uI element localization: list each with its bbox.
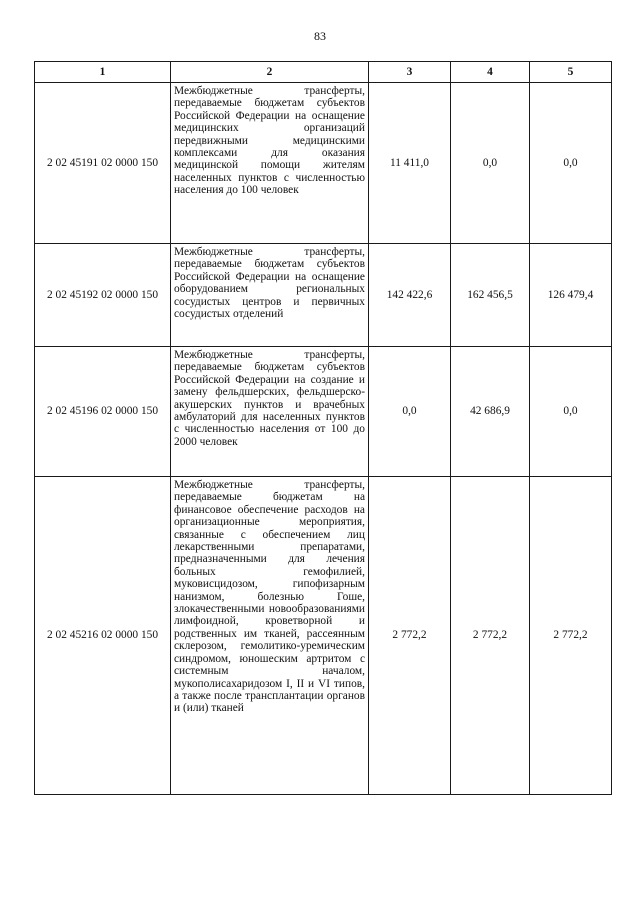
row-col3: 2 772,2: [369, 477, 451, 795]
row-code: 2 02 45196 02 0000 150: [35, 347, 171, 477]
table-row: [35, 244, 612, 347]
table-row: [35, 347, 612, 477]
row-col3: 11 411,0: [369, 83, 451, 244]
row-col4: 0,0: [451, 83, 530, 244]
table-row: [35, 477, 612, 795]
header-col-3: 3: [369, 62, 451, 83]
header-col-1: 1: [35, 62, 171, 83]
row-code: 2 02 45216 02 0000 150: [35, 477, 171, 795]
budget-table: [34, 61, 612, 795]
row-description: Межбюджетные трансферты, передаваемые бюджетам субъектов Российской Федерации на оснащение оборудованием региональных сосудистых центров и первичных сосудистых отделений: [171, 244, 369, 347]
page-number: 83: [314, 29, 326, 43]
row-col5: 126 479,4: [530, 244, 612, 347]
header-col-5: 5: [530, 62, 612, 83]
row-col5: 0,0: [530, 347, 612, 477]
header-row: [35, 62, 612, 83]
row-description: Межбюджетные трансферты, передаваемые бюджетам на финансовое обеспечение расходов на организационные мероприятия, связанные с обеспечением лиц лекарственными препаратами, предназначенными для лечения больных гемофилией, муковисцидозом, гипофизарным нанизмом, болезнью Гоше, злокачественными новообразованиями лимфоидной, кроветворной и родственных им тканей, рассеянным склерозом, гемолитико-уремическим синдромом, юношеским артритом с системным началом, мукополисахаридозом I, II и VI типов, а также после трансплантации органов и (или) тканей: [171, 477, 369, 795]
row-code: 2 02 45192 02 0000 150: [35, 244, 171, 347]
header-col-2: 2: [171, 62, 369, 83]
row-description: Межбюджетные трансферты, передаваемые бюджетам субъектов Российской Федерации на оснащение медицинских организаций передвижными медицинскими комплексами для оказания медицинской помощи жителям населенных пунктов с численностью населения до 100 человек: [171, 83, 369, 244]
row-description: Межбюджетные трансферты, передаваемые бюджетам субъектов Российской Федерации на создание и замену фельдшерских, фельдшерско-акушерских пунктов и врачебных амбулаторий для населенных пунктов с численностью населения от 100 до 2000 человек: [171, 347, 369, 477]
row-col5: 0,0: [530, 83, 612, 244]
header-col-4: 4: [451, 62, 530, 83]
row-col3: 142 422,6: [369, 244, 451, 347]
row-col4: 162 456,5: [451, 244, 530, 347]
row-code: 2 02 45191 02 0000 150: [35, 83, 171, 244]
row-col4: 2 772,2: [451, 477, 530, 795]
row-col4: 42 686,9: [451, 347, 530, 477]
table-row: [35, 83, 612, 244]
row-col3: 0,0: [369, 347, 451, 477]
row-col5: 2 772,2: [530, 477, 612, 795]
